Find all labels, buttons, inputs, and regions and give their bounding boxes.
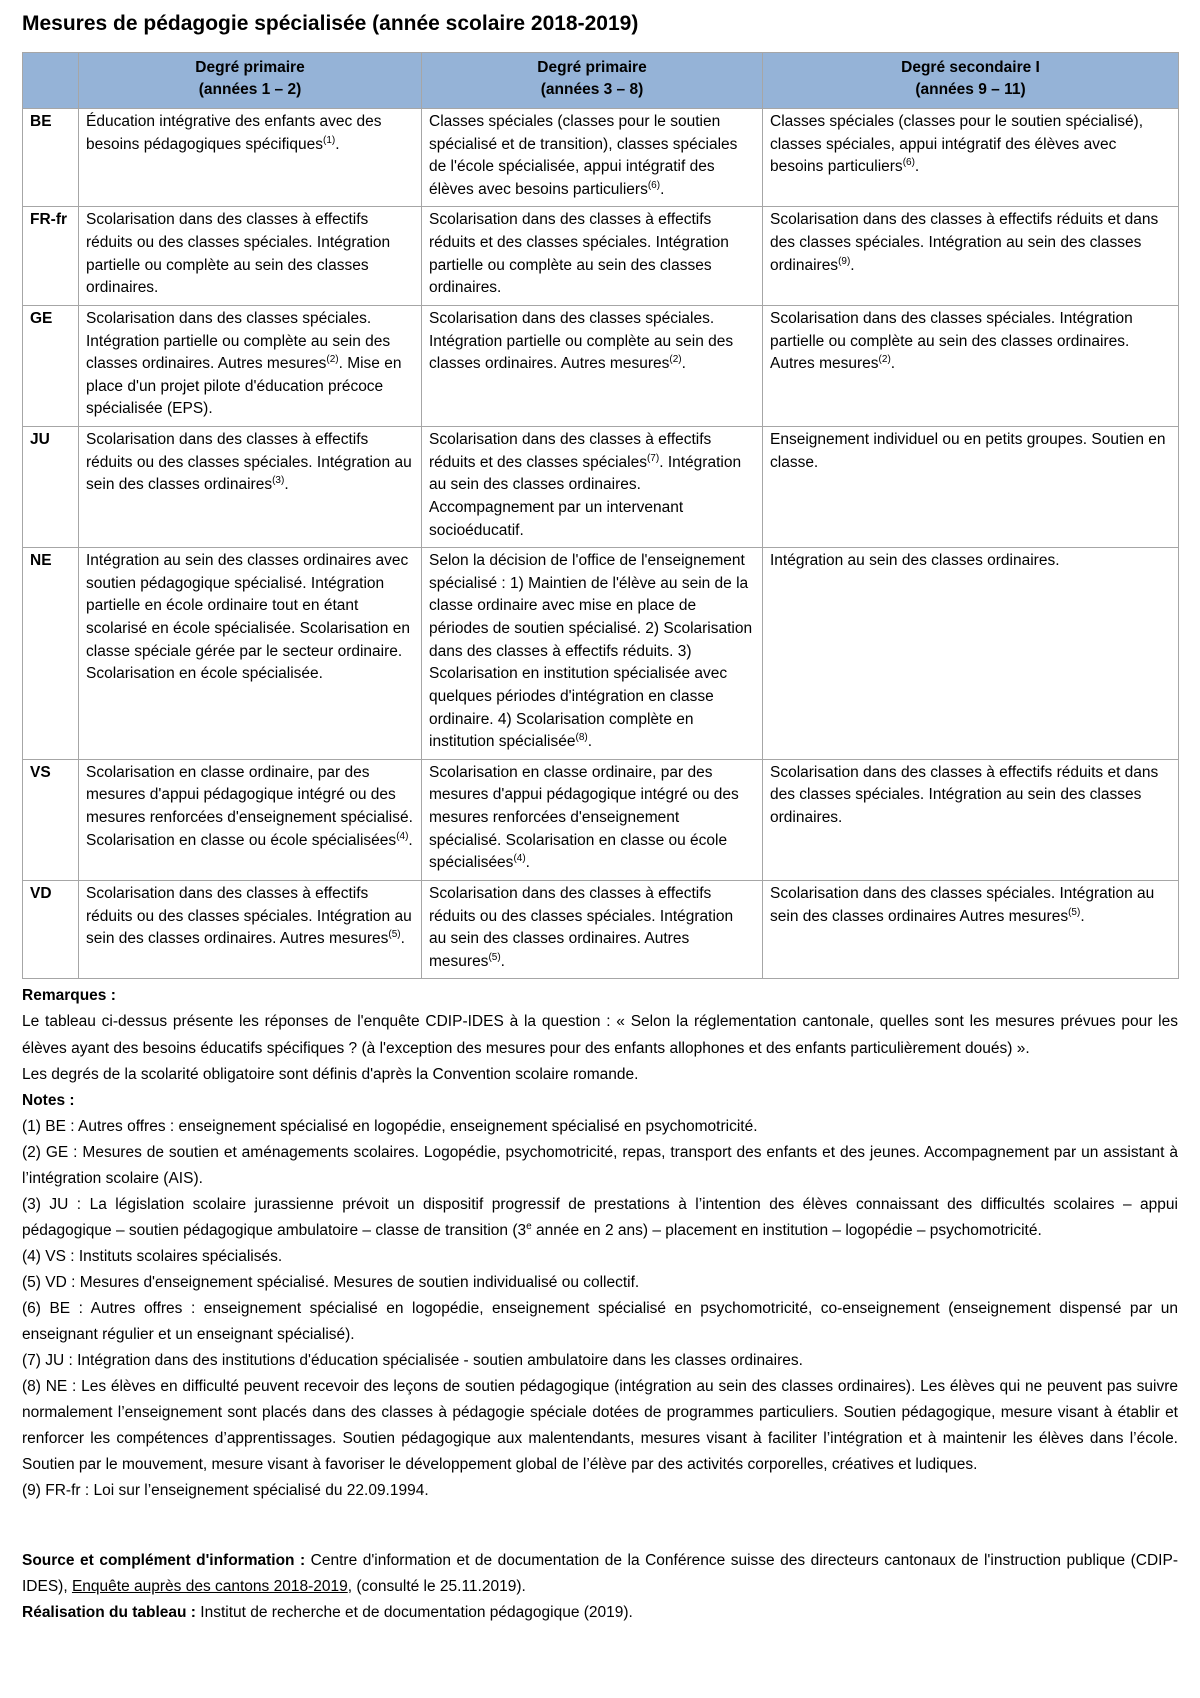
measure-cell: Classes spéciales (classes pour le soutien spécialisé), classes spéciales, appui intégratif des élèves avec besoins particuliers$^{(6)}$. bbox=[763, 108, 1179, 207]
column-header-primaire-3-8 bbox=[422, 53, 763, 109]
measure-cell: Enseignement individuel ou en petits groupes. Soutien en classe. bbox=[763, 427, 1179, 548]
note-item: (2) GE : Mesures de soutien et aménagements scolaires. Logopédie, psychomotricité, repas, transport des enfants et des jeunes. Accompagnement par un assistant à l’intégration scolaire (AIS). bbox=[22, 1143, 1178, 1187]
note-item: (1) BE : Autres offres : enseignement spécialisé en logopédie, enseignement spécialisé en psychomotricité. bbox=[22, 1117, 758, 1135]
column-header-subtitle: (années 9 – 11) bbox=[915, 81, 1026, 99]
measure-cell: Scolarisation dans des classes à effectifs réduits et dans des classes spéciales. Intégration au sein des classes ordinaires. bbox=[763, 759, 1179, 880]
column-header-subtitle: (années 3 – 8) bbox=[540, 81, 644, 99]
table-row bbox=[23, 108, 1179, 207]
canton-code: BE bbox=[23, 108, 79, 207]
column-header-title: Degré primaire bbox=[195, 59, 305, 76]
table-row bbox=[23, 548, 1179, 760]
measure-cell: Scolarisation dans des classes spéciales. Intégration partielle ou complète au sein des classes ordinaires. Autres mesures$^{(2)}$. bbox=[422, 305, 763, 426]
note-item: (8) NE : Les élèves en difficulté peuvent recevoir des leçons de soutien pédagogique (intégration au sein des classes ordinaires). Les élèves qui ne peuvent pas suivre normalement l’enseignement sont placés dans des classes à pédagogie spéciale dotées de programmes particuliers. Soutien pédagogique, mesure visant à établir et renforcer les compétences d’apprentissages. Soutien pédagogique aux malentendants, mesures visant à faciliter l’intégration et à maintenir les élèves dans l’école. Soutien par le mouvement, mesure visant à favoriser le développement global de l’élève par des activités corporelles, créatives et ludiques. bbox=[22, 1377, 1178, 1473]
canton-code: VD bbox=[23, 880, 79, 979]
remarks-paragraph: Le tableau ci-dessus présente les réponses de l'enquête CDIP-IDES à la question : « Selon la réglementation cantonale, quelles sont les mesures prévues pour les élèves ayant des besoins éducatifs spécifiques ? (à l'exception des mesures pour des enfants allophones et des enfants particulièrement doués) ». bbox=[22, 1013, 1178, 1057]
note-item: (7) JU : Intégration dans des institutions d'éducation spécialisée - soutien ambulatoire dans les classes ordinaires. bbox=[22, 1351, 803, 1369]
measure-cell: Scolarisation dans des classes à effectifs réduits ou des classes spéciales. Intégration au sein des classes ordinaires. Autres mesures$^{(5)}$. bbox=[79, 880, 422, 979]
table-row bbox=[23, 207, 1179, 306]
measure-cell: Scolarisation dans des classes à effectifs réduits ou des classes spéciales. Intégration partielle ou complète au sein des classes ordinaires. bbox=[79, 207, 422, 306]
measure-cell: Scolarisation dans des classes à effectifs réduits et dans des classes spéciales. Intégration au sein des classes ordinaires$^{(9)}$. bbox=[763, 207, 1179, 306]
canton-code: GE bbox=[23, 305, 79, 426]
notes-heading: Notes : bbox=[22, 1091, 75, 1109]
table-row bbox=[23, 759, 1179, 880]
measure-cell: Scolarisation dans des classes à effectifs réduits ou des classes spéciales. Intégration au sein des classes ordinaires. Autres mesures$^{(5)}$. bbox=[422, 880, 763, 979]
survey-link[interactable]: Enquête auprès des cantons 2018-2019 bbox=[71, 1578, 348, 1596]
cantons-table-body bbox=[23, 108, 1179, 979]
realisation-paragraph bbox=[22, 1600, 1178, 1626]
remarks-heading: Remarques : bbox=[22, 987, 116, 1005]
source-text-after: , (consulté le 25.11.2019). bbox=[347, 1578, 526, 1596]
realisation-label: Réalisation du tableau : bbox=[22, 1604, 196, 1622]
measure-cell: Scolarisation dans des classes à effectifs réduits et des classes spéciales. Intégration partielle ou complète au sein des classes ordinaires. bbox=[422, 207, 763, 306]
table-row bbox=[23, 427, 1179, 548]
note-item: (9) FR-fr : Loi sur l’enseignement spécialisé du 22.09.1994. bbox=[22, 1482, 429, 1500]
cantons-table bbox=[22, 52, 1179, 979]
measure-cell: Scolarisation en classe ordinaire, par des mesures d'appui pédagogique intégré ou des mesures renforcées d'enseignement spécialisé. Scolarisation en classe ou école spécialisées$^{(4)}$. bbox=[79, 759, 422, 880]
measure-cell: Scolarisation dans des classes spéciales. Intégration partielle ou complète au sein des classes ordinaires. Autres mesures$^{(2)}$. Mise en place d'un projet pilote d'éducation précoce spécialisée (EPS). bbox=[79, 305, 422, 426]
source-text-before: Centre d'information et de documentation de la Conférence suisse des directeurs cantonaux de l'instruction publique (CDIP-IDES), bbox=[22, 1552, 1178, 1596]
measure-cell: Intégration au sein des classes ordinaires avec soutien pédagogique spécialisé. Intégration partielle en école ordinaire tout en étant scolarisé en école spécialisée. Scolarisation en classe spéciale gérée par le secteur ordinaire. Scolarisation en école spécialisée. bbox=[79, 548, 422, 760]
page-title: Mesures de pédagogie spécialisée (année scolaire 2018-2019) bbox=[22, 12, 639, 35]
remarks-section bbox=[22, 983, 1178, 1504]
measure-cell: Intégration au sein des classes ordinaires. bbox=[763, 548, 1179, 760]
note-item: (4) VS : Instituts scolaires spécialisés. bbox=[22, 1247, 283, 1265]
notes-list bbox=[22, 1114, 1178, 1504]
column-header-subtitle: (années 1 – 2) bbox=[198, 81, 302, 99]
note-item: (6) BE : Autres offres : enseignement spécialisé en logopédie, enseignement spécialisé en psychomotricité, co-enseignement (enseignement dispensé par un enseignant régulier et un enseignant spécialisé). bbox=[22, 1299, 1178, 1343]
measure-cell: Scolarisation dans des classes spéciales. Intégration au sein des classes ordinaires Autres mesures$^{(5)}$. bbox=[763, 880, 1179, 979]
table-header-row bbox=[23, 53, 1179, 109]
measure-cell: Classes spéciales (classes pour le soutien spécialisé et de transition), classes spéciales de l'école spécialisée, appui intégratif des élèves avec besoins particuliers$^{(6)}$. bbox=[422, 108, 763, 207]
measure-cell: Selon la décision de l'office de l'enseignement spécialisé : 1) Maintien de l'élève au sein de la classe ordinaire avec mise en place de périodes de soutien spécialisé. 2) Scolarisation dans des classes à effectifs réduits. 3) Scolarisation en institution spécialisée avec quelques périodes d'intégration en classe ordinaire. 4) Scolarisation complète en institution spécialisée$^{(8)}$. bbox=[422, 548, 763, 760]
source-paragraph bbox=[22, 1548, 1178, 1600]
realisation-text: Institut de recherche et de documentation pédagogique (2019). bbox=[195, 1604, 633, 1622]
corner-header-cell bbox=[23, 53, 79, 109]
note-item: (5) VD : Mesures d'enseignement spécialisé. Mesures de soutien individualisé ou collectif. bbox=[22, 1273, 640, 1291]
measure-cell: Scolarisation en classe ordinaire, par des mesures d'appui pédagogique intégré ou des mesures renforcées d'enseignement spécialisé. Scolarisation en classe ou école spécialisées$^{(4)}$. bbox=[422, 759, 763, 880]
note-item: (3) JU : La législation scolaire jurassienne prévoit un dispositif progressif de prestations à l’intention des élèves connaissant des difficultés scolaires – appui pédagogique – soutien pédagogique ambulatoire – classe de transition (3e année en 2 ans) – placement en institution – logopédie – psychomotricité. bbox=[22, 1195, 1178, 1239]
measure-cell: Scolarisation dans des classes à effectifs réduits et des classes spéciales$^{(7)}$. Intégration au sein des classes ordinaires. Accompagnement par un intervenant socioéducatif. bbox=[422, 427, 763, 548]
measure-cell: Éducation intégrative des enfants avec des besoins pédagogiques spécifiques$^{(1)}$. bbox=[79, 108, 422, 207]
source-label: Source et complément d'information : bbox=[22, 1552, 306, 1570]
degrees-note: Les degrés de la scolarité obligatoire sont définis d'après la Convention scolaire romande. bbox=[22, 1065, 639, 1083]
spacer bbox=[22, 1504, 1178, 1544]
measure-cell: Scolarisation dans des classes spéciales. Intégration partielle ou complète au sein des classes ordinaires. Autres mesures$^{(2)}$. bbox=[763, 305, 1179, 426]
column-header-secondaire-9-11 bbox=[763, 53, 1179, 109]
canton-code: NE bbox=[23, 548, 79, 760]
table-row bbox=[23, 305, 1179, 426]
canton-code: JU bbox=[23, 427, 79, 548]
column-header-title: Degré secondaire I bbox=[901, 59, 1040, 76]
canton-code: FR-fr bbox=[23, 207, 79, 306]
source-section bbox=[22, 1548, 1178, 1626]
column-header-primaire-1-2 bbox=[79, 53, 422, 109]
column-header-title: Degré primaire bbox=[537, 59, 647, 76]
canton-code: VS bbox=[23, 759, 79, 880]
measure-cell: Scolarisation dans des classes à effectifs réduits ou des classes spéciales. Intégration au sein des classes ordinaires$^{(3)}$. bbox=[79, 427, 422, 548]
table-row bbox=[23, 880, 1179, 979]
